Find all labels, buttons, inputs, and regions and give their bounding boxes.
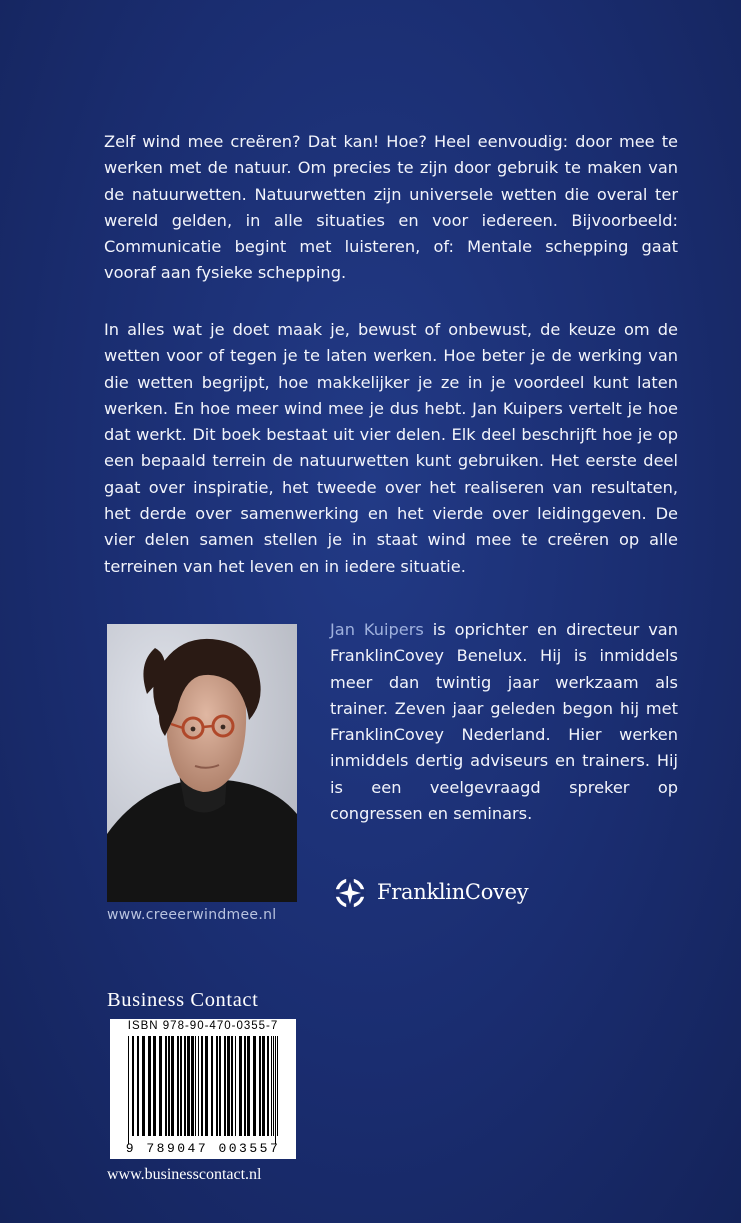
- author-website[interactable]: www.creeerwindmee.nl: [107, 907, 277, 923]
- barcode-bar: [235, 1036, 236, 1136]
- description-paragraph-2: In alles wat je doet maak je, bewust of onbewust, de keuze om de wetten voor of tegen je te laten werken. Hoe beter je de werking van die wetten begrijpt, hoe makkelijker je ze in je voordeel kunt laten werken. En hoe meer wind mee je dus hebt. Jan Kuipers vertelt je hoe dat werkt. Dit boek bestaat uit vier delen. Elk deel beschrijft hoe je op een bepaald terrein de natuurwetten kunt gebruiken. Het eerste deel gaat over inspiratie, het tweede over het realiseren van resultaten, het derde over samenwerking en het vierde over leidinggeven. De vier delen samen stellen je in staat wind mee te creëren op alle terreinen van het leven en in iedere situatie.: [104, 320, 678, 576]
- barcode-bar: [153, 1036, 156, 1136]
- description-paragraph-1: Zelf wind mee creëren? Dat kan! Hoe? Heel eenvoudig: door mee te werken met de natuur. Om precies te zijn door gebruik te maken van de natuurwetten. Natuurwetten zijn universele wetten die overal ter wereld gelden, in alle situaties en voor iedereen. Bijvoorbeeld: Communicatie begint met luisteren, of: Mentale schepping gaat vooraf aan fysieke schepping.: [104, 132, 678, 283]
- author-bio: [330, 617, 678, 827]
- barcode-bar: [219, 1036, 221, 1136]
- barcode-bar: [165, 1036, 167, 1136]
- barcode-bar: [205, 1036, 208, 1136]
- barcode-bar: [198, 1036, 199, 1136]
- barcode-bar: [137, 1036, 139, 1136]
- barcode-bar: [239, 1036, 242, 1136]
- publisher-name: Business Contact: [107, 989, 259, 1011]
- barcode-bar: [201, 1036, 203, 1136]
- barcode-bar: [216, 1036, 218, 1136]
- barcode-bar: [184, 1036, 186, 1136]
- barcode-bar: [271, 1036, 272, 1136]
- barcode-bar: [191, 1036, 194, 1136]
- logo-text: FranklinCovey: [377, 880, 529, 904]
- author-bio-text: is oprichter en directeur van FranklinCovey Benelux. Hij is inmiddels meer dan twintig jaar werkzaam als trainer. Zeven jaar geleden begon hij met FranklinCovey Nederland. Hier werken inmiddels dertig adviseurs en trainers. Hij is een veelgevraagd spreker op congressen en seminars.: [330, 620, 678, 824]
- barcode-bar: [142, 1036, 145, 1136]
- barcode-bar: [171, 1036, 174, 1136]
- franklincovey-logo: [333, 874, 533, 918]
- barcode: [110, 1019, 296, 1159]
- barcode-bar: [275, 1036, 276, 1144]
- compass-icon: [333, 876, 367, 910]
- barcode-bar: [267, 1036, 269, 1136]
- barcode-bar: [224, 1036, 226, 1136]
- barcode-bar: [227, 1036, 230, 1136]
- publisher-website[interactable]: www.businesscontact.nl: [107, 1166, 262, 1183]
- author-photo: [107, 624, 297, 902]
- barcode-bar: [244, 1036, 246, 1136]
- barcode-bar: [259, 1036, 261, 1136]
- barcode-bar: [187, 1036, 190, 1136]
- barcode-bar: [247, 1036, 250, 1136]
- barcode-bar: [180, 1036, 182, 1136]
- barcode-bar: [159, 1036, 162, 1136]
- ean-number: 9 789047 003557: [125, 1141, 281, 1156]
- barcode-bar: [277, 1036, 278, 1136]
- barcode-bar: [253, 1036, 256, 1136]
- barcode-bar: [148, 1036, 151, 1136]
- barcode-bars: [118, 1036, 288, 1144]
- barcode-bar: [132, 1036, 134, 1136]
- barcode-bar: [211, 1036, 213, 1136]
- barcode-bar: [262, 1036, 265, 1136]
- barcode-bar: [195, 1036, 196, 1136]
- barcode-bar: [128, 1036, 129, 1144]
- barcode-bar: [231, 1036, 233, 1136]
- barcode-bar: [168, 1036, 170, 1136]
- barcode-bar: [177, 1036, 179, 1136]
- isbn-label: ISBN 978-90-470-0355-7: [127, 1020, 279, 1032]
- author-name: Jan Kuipers: [330, 620, 424, 639]
- barcode-bar: [273, 1036, 274, 1136]
